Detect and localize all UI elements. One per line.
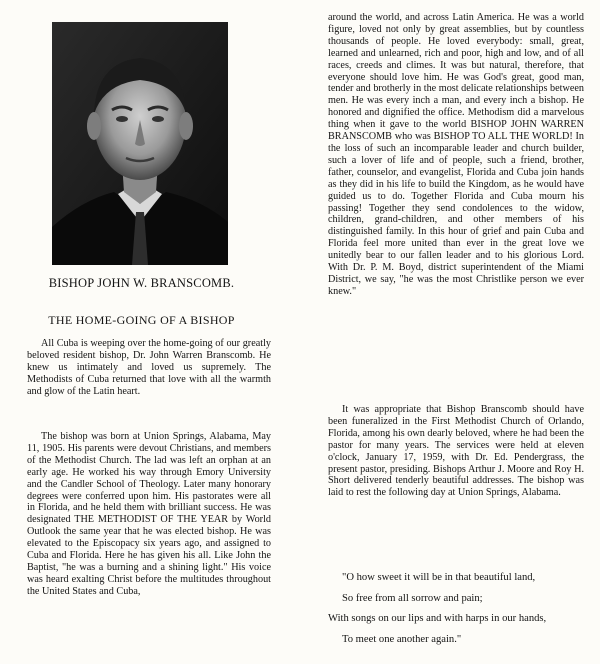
bishop-portrait-photo (52, 22, 228, 265)
paragraph-1 (27, 338, 271, 398)
poem-line: To meet one another again." (342, 633, 462, 645)
paragraph-2 (27, 431, 271, 598)
paragraph-4-text: It was appropriate that Bishop Branscomb should have been funeralized in the First Methodist Church of Orlando, Florida, among his own dearly beloved, where he had been the pastor for many years. The services were held at eleven o'clock, January 17, 1959, with Dr. Ed. Pendergrass, the present pastor, presiding. Bishops Arthur J. Moore and Roy H. Short delivered tenderly beautiful addresses. The bishop was laid to rest the following day at Union Springs, Alabama. (328, 404, 584, 499)
poem-line: So free from all sorrow and pain; (342, 592, 483, 604)
paragraph-2-text: The bishop was born at Union Springs, Alabama, May 11, 1905. His parents were devout Christians, and members of the Methodist Church. The lad was left an orphan at an early age. He worked his way through Emory University and the Candler School of Theology. Later many honorary degrees were conferred upon him. His pastorates were all in Florida, and he held them with brilliant success. He was designated THE METHODIST OF THE YEAR by World Outlook the same year that he was elected bishop. He was elevated to the Episcopacy six years ago, and assigned to Cuba and Florida. Here he has given his all. Like John the Baptist, "he was a burning and a shining light." His voice was heard exalting Christ before the multitudes throughout the United States and Cuba, (27, 431, 271, 597)
closing-poem (328, 568, 588, 650)
poem-line: With songs on our lips and with harps in our hands, (328, 613, 547, 624)
paragraph-4 (328, 404, 584, 499)
portrait-image (52, 22, 228, 265)
photo-caption: BISHOP JOHN W. BRANSCOMB. (48, 276, 235, 290)
poem-line: "O how sweet it will be in that beautiful land, (342, 572, 536, 583)
paragraph-3-text: around the world, and across Latin America. He was a world figure, loved not only by great assemblies, but by countless thousands of people. He loved everybody: small, great, learned and unlearned, rich and poor, high and low, and of all races, creeds and climes. It was but natural, therefore, that everyone should love him. He was God's great, good man, tender and brotherly in the most delicate relationships between men. He was every inch a man, and every inch a bishop. He honored and dignified the office. Methodism did a marvelous thing when it gave to the world BISHOP JOHN WARREN BRANSCOMB who was BISHOP TO ALL THE WORLD! In the loss of such an incomparable leader and church builder, such a lover of life and of people, such a friend, brother, father, counselor, and evangelist, Florida and Cuba join hands as they did in his life to build the Kingdom, as he would have guided us to do. Together Florida and Cuba mourn his passing! Together they send condolences to the widow, children, grand-children, and other members of his distinguished family. In this hour of grief and pain Cuba and Florida feel more united than ever in the great love we unitedly bear to our fallen leader and to his glorious Lord. With Dr. P. M. Boyd, district superintendent of the Miami District, we say, "he was the most Christlike person we ever knew." (328, 12, 584, 297)
article-heading: THE HOME-GOING OF A BISHOP (48, 313, 235, 327)
paragraph-1-text: All Cuba is weeping over the home-going of our greatly beloved resident bishop, Dr. John Warren Branscomb. He knew us intimately and loved us supremely. The Methodists of Cuba returned that love with all the warmth and glow of the Latin heart. (27, 338, 271, 397)
paragraph-3 (328, 12, 584, 298)
